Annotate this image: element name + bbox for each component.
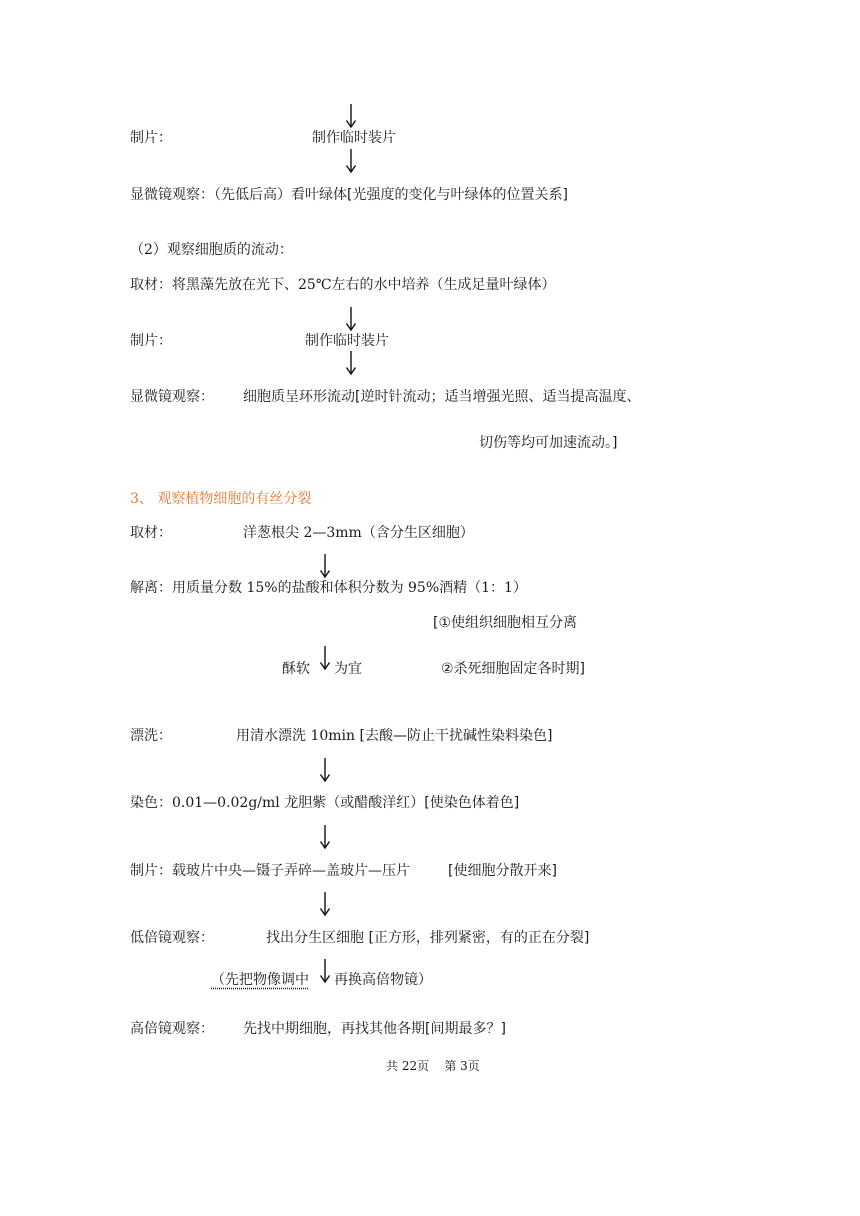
down-arrow-icon	[344, 350, 358, 376]
jieli-soft-right: 为宜	[334, 661, 362, 677]
page-footer	[386, 1057, 480, 1075]
flow-heading: （2）观察细胞质的流动：	[130, 242, 293, 258]
zhipian-label: 制片：	[130, 130, 172, 146]
down-arrow-icon	[318, 891, 332, 917]
flow-qucai-note: （生成足量叶绿体）	[429, 277, 556, 293]
zhipian-value: 制作临时装片	[312, 130, 396, 146]
jieli-soft-left: 酥软	[282, 661, 310, 677]
mitosis-qucai-text: 洋葱根尖 2—3mm（	[243, 525, 376, 541]
jieli-note-2: ②杀死细胞固定各时期]	[441, 661, 586, 677]
mitosis-heading: 3、 观察植物细胞的有丝分裂	[130, 491, 312, 507]
flow-zhipian-label: 制片：	[130, 333, 172, 349]
high-line	[243, 1020, 506, 1038]
footer-current-page: 第 3页	[444, 1059, 480, 1073]
flow-observe-note-2: 切伤等均可加速流动。]	[479, 435, 618, 451]
down-arrow-icon	[318, 757, 332, 783]
switch-right: 再换高倍物镜）	[334, 972, 432, 988]
down-arrow-icon	[318, 645, 332, 671]
low-label: 低倍镜观察：	[130, 930, 214, 946]
flow-qucai-label: 取材：将黑藻先放在光下、25℃左右的水中培养	[130, 277, 430, 293]
high-note: [间期最多？]	[425, 1021, 506, 1037]
flow-observe-text: 细胞质呈环形流动	[243, 389, 355, 405]
flow-observe-label: 显微镜观察：	[130, 389, 214, 405]
jieli-line: 解离：用质量分数 15%的盐酸和体积分数为 95%酒精（1：1）	[130, 580, 527, 596]
observe-label: 显微镜观察：	[130, 187, 214, 203]
switch-left: （先把物像调中	[211, 972, 309, 988]
mitosis-qucai-line	[243, 524, 474, 542]
low-text: 找出分生区细胞	[266, 930, 369, 946]
observe-note-light: [光强度的变化与叶绿体的位置关系]	[347, 187, 568, 203]
down-arrow-icon	[318, 958, 332, 984]
down-arrow-icon	[344, 306, 358, 332]
down-arrow-icon	[344, 103, 358, 129]
observe-note-low-high: 先低后高	[221, 187, 277, 203]
piaoxi-label: 漂洗：	[130, 728, 172, 744]
mitosis-zhipian-note: [使细胞分散开来]	[448, 863, 557, 879]
down-arrow-icon	[318, 553, 332, 579]
flow-zhipian-value: 制作临时装片	[305, 333, 389, 349]
observe-paren-open: （	[214, 187, 221, 203]
mitosis-qucai-label: 取材：	[130, 525, 172, 541]
observe-line	[130, 186, 568, 204]
down-arrow-icon	[344, 148, 358, 174]
jieli-note-1: [①使组织细胞相互分离	[433, 615, 578, 631]
low-line	[266, 929, 589, 947]
observe-text: ）看叶绿体	[277, 187, 347, 203]
ranse-text: 染色：0.01—0.02g/ml 龙胆紫（或醋酸洋红）	[130, 795, 425, 811]
footer-total-pages: 共 22页	[386, 1059, 430, 1073]
low-note: [正方形，排列紧密，有的正在分裂]	[368, 930, 590, 946]
high-label: 高倍镜观察：	[130, 1021, 214, 1037]
piaoxi-note: [去酸—防止干扰碱性染料染色]	[359, 728, 553, 744]
mitosis-zhipian-text: 制片：载玻片中央—镊子弄碎—盖玻片—压片	[130, 863, 410, 879]
high-text: 先找中期细胞，再找其他各期	[243, 1021, 425, 1037]
piaoxi-text: 用清水漂洗 10min	[236, 728, 360, 744]
mitosis-qucai-close: ）	[459, 525, 474, 541]
flow-observe-note-1: [逆时针流动；适当增强光照、适当提高温度、	[355, 389, 641, 405]
mitosis-qucai-note: 含分生区细胞	[375, 525, 460, 541]
flow-qucai-line	[130, 276, 555, 294]
piaoxi-line	[236, 727, 552, 745]
flow-observe-line	[243, 388, 640, 406]
down-arrow-icon	[318, 824, 332, 850]
ranse-line	[130, 794, 519, 812]
ranse-note: [使染色体着色]	[424, 795, 520, 811]
